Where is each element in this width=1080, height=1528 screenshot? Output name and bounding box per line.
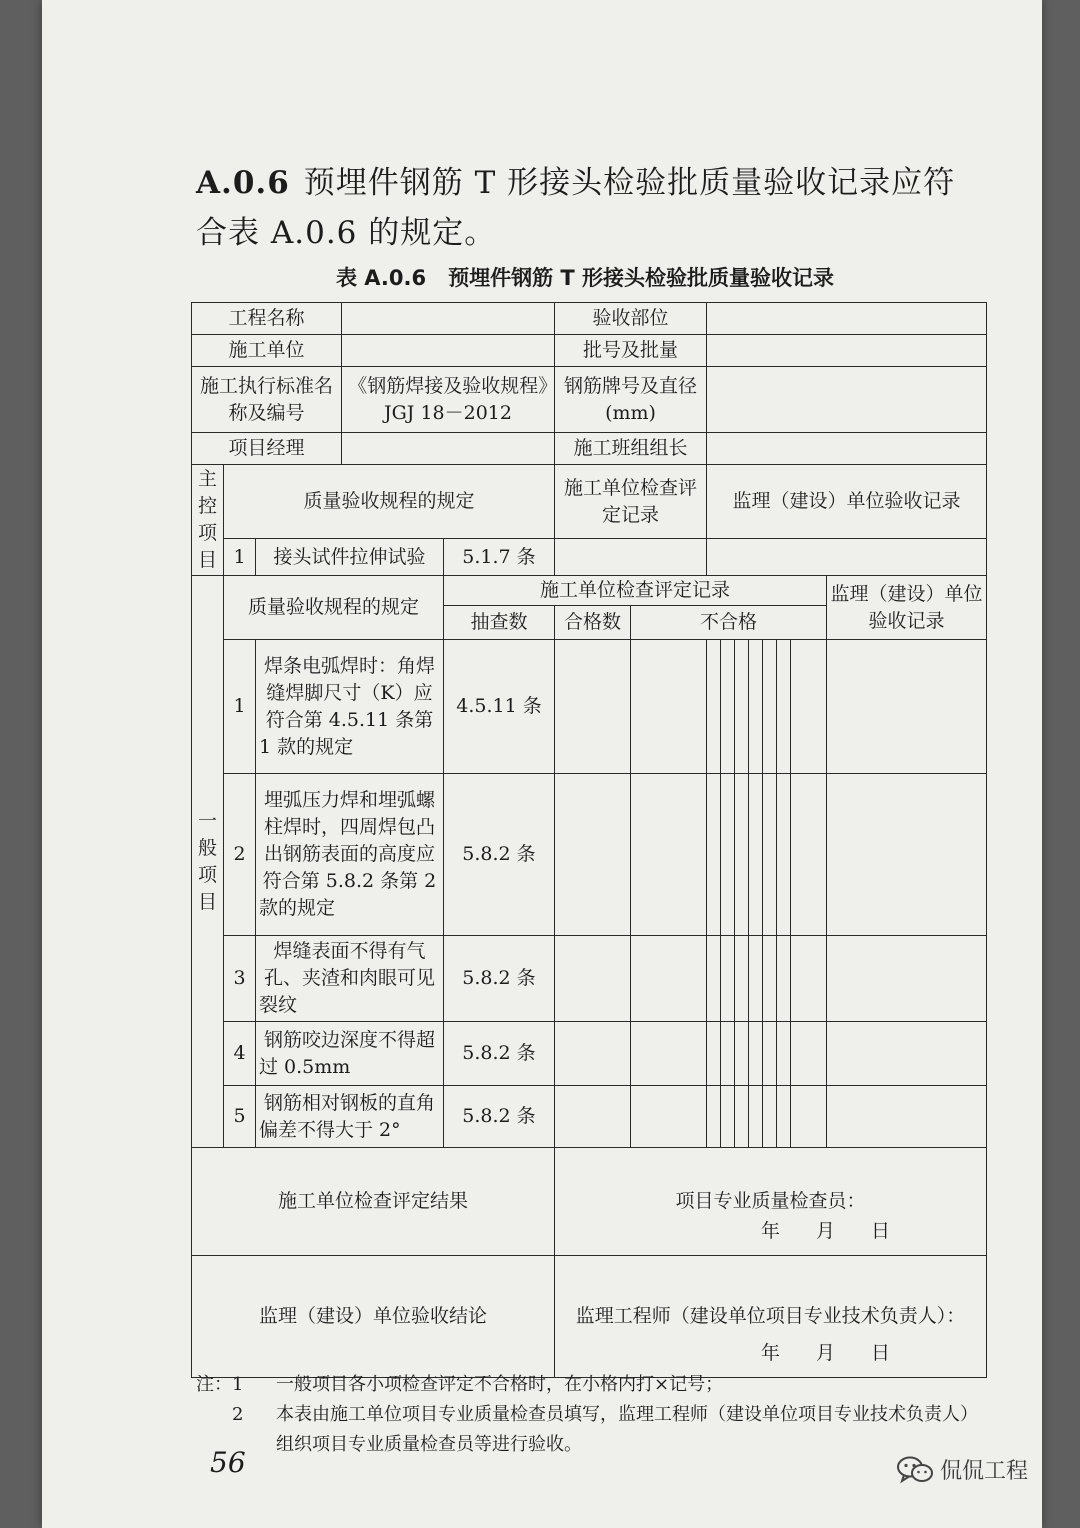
- sample-count-cell[interactable]: [555, 640, 631, 774]
- table-row: [192, 774, 987, 936]
- unqualified-cell[interactable]: [749, 1086, 763, 1148]
- label-batch-no: 批号及批量: [555, 335, 707, 367]
- qualified-count-cell[interactable]: [631, 774, 707, 936]
- unqualified-cell[interactable]: [721, 1022, 735, 1086]
- table-notes: [196, 1370, 986, 1460]
- sample-count-cell[interactable]: [555, 774, 631, 936]
- wechat-icon: [896, 1456, 934, 1484]
- unqualified-cell[interactable]: [763, 640, 777, 774]
- unqualified-cell[interactable]: [749, 1022, 763, 1086]
- note-prefix: 注：: [196, 1374, 232, 1395]
- qualified-count-cell[interactable]: [631, 640, 707, 774]
- section-number: A.0.6: [196, 165, 290, 201]
- unqualified-cell[interactable]: [749, 936, 763, 1022]
- general-item-clause: 5.8.2 条: [444, 936, 555, 1022]
- main-item-clause: 5.1.7 条: [444, 539, 555, 576]
- table-row: [192, 433, 987, 465]
- label-project-name: 工程名称: [192, 303, 342, 335]
- general-item-no: 1: [224, 640, 256, 774]
- note-text: 一般项目各小项检查评定不合格时，在小格内打×记号；: [276, 1374, 724, 1395]
- label-construction-unit: 施工单位: [192, 335, 342, 367]
- general-items-label: 一般项目: [192, 576, 224, 1148]
- header-qualified-count: 合格数: [555, 606, 631, 640]
- main-item-desc: 接头试件拉伸试验: [256, 539, 444, 576]
- note-number: 2: [232, 1404, 244, 1425]
- table-row: [192, 1086, 987, 1148]
- unqualified-cell[interactable]: [707, 774, 721, 936]
- unqualified-cell[interactable]: [791, 936, 827, 1022]
- table-title: [190, 262, 980, 292]
- general-header-construction-check: 施工单位检查评定记录: [444, 576, 827, 606]
- sign-date: 年 月 日: [760, 1220, 891, 1242]
- qualified-count-cell[interactable]: [631, 1022, 707, 1086]
- sample-count-cell[interactable]: [555, 1022, 631, 1086]
- unqualified-cell[interactable]: [777, 936, 791, 1022]
- value-project-name[interactable]: [342, 303, 555, 335]
- header-sample-count: 抽查数: [444, 606, 555, 640]
- watermark: [896, 1454, 1028, 1485]
- unqualified-cell[interactable]: [749, 774, 763, 936]
- label-steel-grade: 钢筋牌号及直径(mm): [555, 367, 707, 433]
- unqualified-cell[interactable]: [735, 1022, 749, 1086]
- label-standard: 施工执行标准名称及编号: [192, 367, 342, 433]
- construction-result-sign-area[interactable]: [555, 1148, 987, 1256]
- value-steel-grade[interactable]: [707, 367, 987, 433]
- unqualified-cell[interactable]: [791, 1022, 827, 1086]
- unqualified-cell[interactable]: [763, 1086, 777, 1148]
- table-row: [192, 335, 987, 367]
- header-supervision-record: 监理（建设）单位验收记录: [707, 465, 987, 539]
- quality-inspector-label: 项目专业质量检查员：: [675, 1190, 866, 1212]
- value-batch-no[interactable]: [707, 335, 987, 367]
- unqualified-cell[interactable]: [777, 774, 791, 936]
- note-text: 本表由施工单位项目专业质量检查员填写，监理工程师（建设单位项目专业技术负责人）组织项目专业质量检查员等进行验收。: [276, 1404, 978, 1455]
- general-item-clause: 4.5.11 条: [444, 640, 555, 774]
- unqualified-cell[interactable]: [777, 1086, 791, 1148]
- table-row: [192, 640, 987, 774]
- value-standard: 《钢筋焊接及验收规程》JGJ 18－2012: [342, 367, 555, 433]
- unqualified-cell[interactable]: [791, 774, 827, 936]
- unqualified-cell[interactable]: [763, 936, 777, 1022]
- unqualified-cell[interactable]: [707, 1086, 721, 1148]
- unqualified-cell[interactable]: [763, 774, 777, 936]
- sign-date: 年 月 日: [760, 1342, 891, 1364]
- label-project-manager: 项目经理: [192, 433, 342, 465]
- general-item-desc: 钢筋咬边深度不得超过 0.5mm: [256, 1022, 444, 1086]
- value-acceptance-part[interactable]: [707, 303, 987, 335]
- general-item-desc: 埋弧压力焊和埋弧螺柱焊时，四周焊包凸出钢筋表面的高度应符合第 5.8.2 条第 2 款的规定: [256, 774, 444, 936]
- main-control-label: 主控项目: [192, 465, 224, 576]
- unqualified-cell[interactable]: [827, 774, 987, 936]
- unqualified-cell[interactable]: [827, 936, 987, 1022]
- main-item-check[interactable]: [555, 539, 707, 576]
- supervision-sign-area[interactable]: [555, 1256, 987, 1378]
- unqualified-cell[interactable]: [791, 1086, 827, 1148]
- construction-result-label: 施工单位检查评定结果: [192, 1148, 555, 1256]
- unqualified-cell[interactable]: [707, 640, 721, 774]
- value-team-leader[interactable]: [707, 433, 987, 465]
- unqualified-cell[interactable]: [827, 1086, 987, 1148]
- table-row: [192, 1022, 987, 1086]
- unqualified-cell[interactable]: [763, 1022, 777, 1086]
- general-item-clause: 5.8.2 条: [444, 1022, 555, 1086]
- acceptance-record-table: [191, 302, 987, 1378]
- table-row: [192, 367, 987, 433]
- sample-count-cell[interactable]: [555, 1086, 631, 1148]
- general-item-no: 3: [224, 936, 256, 1022]
- unqualified-cell[interactable]: [735, 640, 749, 774]
- header-construction-check: 施工单位检查评定记录: [555, 465, 707, 539]
- unqualified-cell[interactable]: [721, 640, 735, 774]
- value-project-manager[interactable]: [342, 433, 555, 465]
- general-header-quality-rule: 质量验收规程的规定: [224, 576, 444, 640]
- supervision-engineer-label: 监理工程师（建设单位项目专业技术负责人）：: [575, 1305, 966, 1327]
- unqualified-cell[interactable]: [735, 936, 749, 1022]
- section-heading: [196, 158, 986, 258]
- header-quality-rule: 质量验收规程的规定: [224, 465, 555, 539]
- unqualified-cell[interactable]: [735, 1086, 749, 1148]
- table-row: [192, 1148, 987, 1256]
- qualified-count-cell[interactable]: [631, 1086, 707, 1148]
- unqualified-cell[interactable]: [777, 1022, 791, 1086]
- main-item-supervision[interactable]: [707, 539, 987, 576]
- qualified-count-cell[interactable]: [631, 936, 707, 1022]
- unqualified-cell[interactable]: [749, 640, 763, 774]
- general-item-no: 4: [224, 1022, 256, 1086]
- supervision-conclusion-label: 监理（建设）单位验收结论: [192, 1256, 555, 1378]
- note-number: 1: [232, 1374, 244, 1395]
- table-title-text: 预埋件钢筋 T 形接头检验批质量验收记录: [448, 266, 835, 290]
- general-header-supervision: 监理（建设）单位验收记录: [827, 576, 987, 640]
- main-item-no: 1: [224, 539, 256, 576]
- unqualified-cell[interactable]: [735, 774, 749, 936]
- table-row: [192, 303, 987, 335]
- general-item-clause: 5.8.2 条: [444, 774, 555, 936]
- general-item-no: 2: [224, 774, 256, 936]
- value-construction-unit[interactable]: [342, 335, 555, 367]
- section-text: 预埋件钢筋 T 形接头检验批质量验收记录应符合表 A.0.6 的规定。: [196, 165, 956, 251]
- label-acceptance-part: 验收部位: [555, 303, 707, 335]
- page-number: 56: [210, 1446, 246, 1479]
- general-item-desc: 焊缝表面不得有气孔、夹渣和肉眼可见裂纹: [256, 936, 444, 1022]
- sample-count-cell[interactable]: [555, 936, 631, 1022]
- table-row: [192, 936, 987, 1022]
- table-number: 表 A.0.6: [335, 266, 427, 290]
- unqualified-cell[interactable]: [707, 1022, 721, 1086]
- unqualified-cell[interactable]: [777, 640, 791, 774]
- unqualified-cell[interactable]: [791, 640, 827, 774]
- watermark-text: 侃侃工程: [940, 1459, 1029, 1484]
- unqualified-cell[interactable]: [721, 774, 735, 936]
- unqualified-cell[interactable]: [827, 1022, 987, 1086]
- unqualified-cell[interactable]: [721, 1086, 735, 1148]
- header-unqualified: 不合格: [631, 606, 827, 640]
- unqualified-cell[interactable]: [721, 936, 735, 1022]
- note-item: [196, 1370, 986, 1400]
- table-row: [192, 465, 987, 539]
- general-item-desc: 焊条电弧焊时：角焊缝焊脚尺寸（K）应符合第 4.5.11 条第 1 款的规定: [256, 640, 444, 774]
- table-row: [192, 1256, 987, 1378]
- table-row: [192, 576, 987, 606]
- unqualified-cell[interactable]: [827, 640, 987, 774]
- general-item-desc: 钢筋相对钢板的直角偏差不得大于 2°: [256, 1086, 444, 1148]
- general-item-clause: 5.8.2 条: [444, 1086, 555, 1148]
- table-row: [192, 539, 987, 576]
- note-item: [196, 1400, 986, 1460]
- unqualified-cell[interactable]: [707, 936, 721, 1022]
- general-item-no: 5: [224, 1086, 256, 1148]
- label-team-leader: 施工班组组长: [555, 433, 707, 465]
